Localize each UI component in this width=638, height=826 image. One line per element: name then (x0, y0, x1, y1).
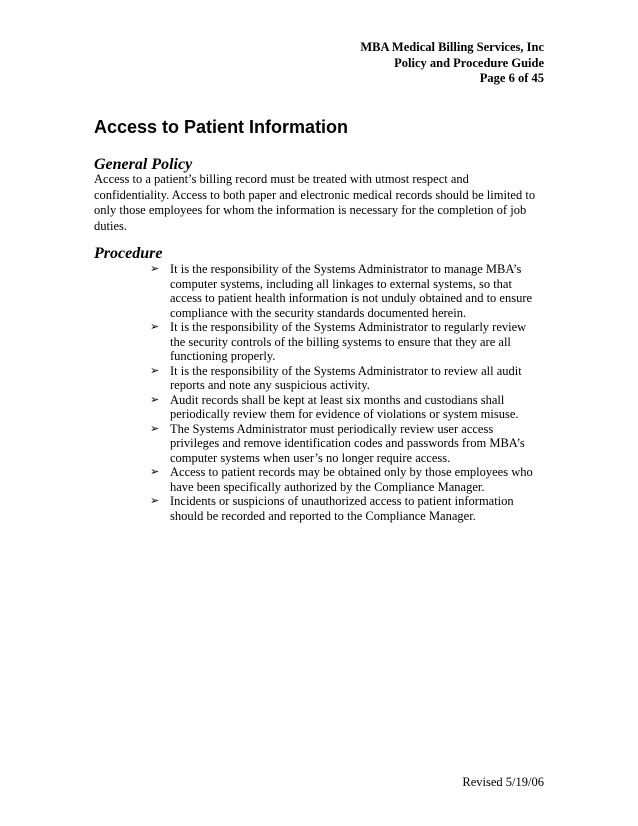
procedure-item (150, 393, 544, 422)
company-name: MBA Medical Billing Services, Inc (360, 40, 544, 54)
page-header (360, 40, 544, 87)
procedure-item (150, 364, 544, 393)
general-policy-text: Access to a patient’s billing record must be treated with utmost respect and confidentiality. Access to both paper and electronic medical records should be limited to only those employees for whom the information is necessary for the completion of job duties. (94, 172, 536, 233)
procedure-item-text: It is the responsibility of the Systems Administrator to regularly review the security controls of the billing systems to ensure that they are all functioning properly. (170, 320, 527, 363)
arrow-bullet-icon: ➢ (150, 262, 160, 275)
procedure-heading: Procedure (94, 245, 163, 262)
procedure-item-text: Audit records shall be kept at least six months and custodians shall periodically review them for evidence of violations or system misuse. (170, 392, 519, 421)
procedure-list (150, 262, 544, 523)
procedure-item (150, 320, 544, 364)
arrow-bullet-icon: ➢ (150, 465, 160, 478)
procedure-item-text: Incidents or suspicions of unauthorized access to patient information should be recorded and reported to the Compliance Manager. (170, 494, 514, 523)
general-policy-heading: General Policy (94, 156, 193, 173)
revised-date: Revised 5/19/06 (462, 775, 544, 789)
arrow-bullet-icon: ➢ (150, 363, 160, 377)
procedure-item (150, 465, 544, 494)
arrow-bullet-icon: ➢ (150, 421, 160, 435)
guide-name: Policy and Procedure Guide (394, 55, 544, 70)
procedure-item-text: Access to patient records may be obtained only by those employees who have been specifically authorized by the Compliance Manager. (170, 465, 533, 494)
procedure-item (150, 262, 544, 320)
page-number: Page 6 of 45 (479, 71, 544, 85)
procedure-item-text: It is the responsibility of the Systems Administrator to manage MBA’s computer systems, including all linkages to external systems, so that access to patient health information is not unduly obtained and to ensure compliance with the security standards documented herein. (170, 262, 533, 320)
arrow-bullet-icon: ➢ (150, 494, 160, 507)
arrow-bullet-icon: ➢ (150, 320, 160, 333)
procedure-item-text: The Systems Administrator must periodically review user access privileges and remove identification codes and passwords from MBA’s computer systems when user’s no longer require access. (170, 421, 525, 465)
page-title: Access to Patient Information (94, 117, 349, 137)
procedure-item (150, 422, 544, 466)
arrow-bullet-icon: ➢ (150, 392, 160, 406)
procedure-item-text: It is the responsibility of the Systems Administrator to review all audit reports and note any suspicious activity. (170, 363, 522, 392)
procedure-item (150, 494, 544, 523)
